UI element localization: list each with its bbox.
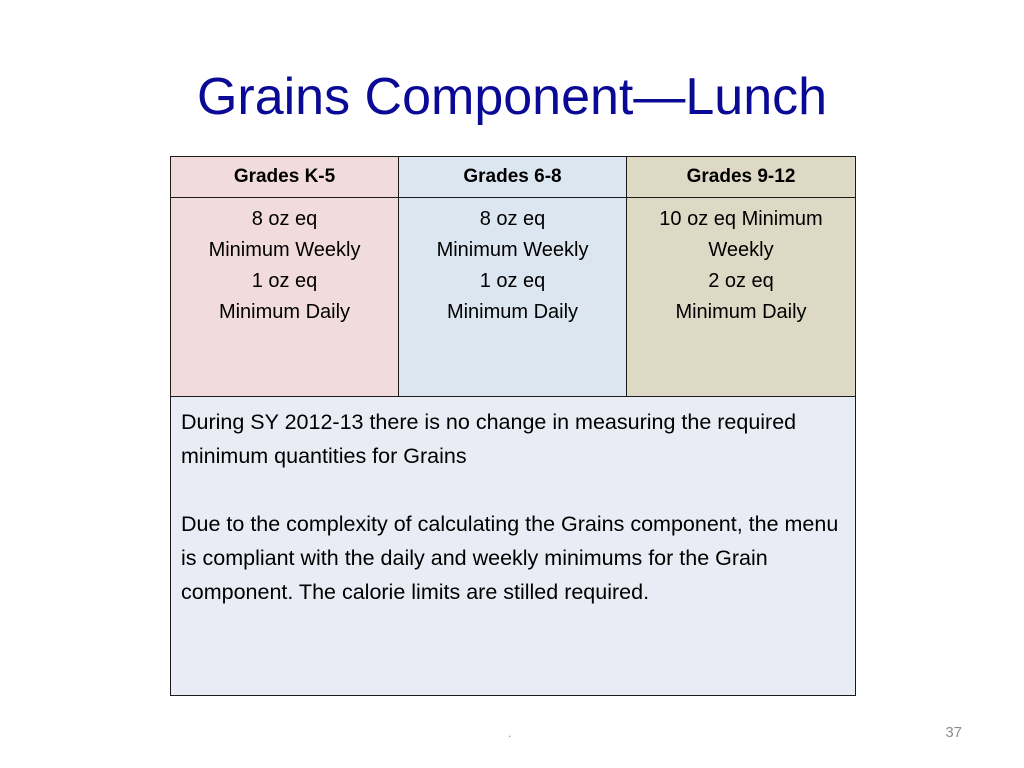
requirements-row — [171, 198, 856, 397]
requirement-cell-k5 — [171, 198, 399, 397]
requirement-line: Minimum Weekly — [436, 239, 589, 261]
requirement-line: 2 oz eq — [708, 270, 774, 292]
footer-mark: . — [508, 726, 512, 740]
notes-row — [171, 397, 856, 696]
notes-cell — [171, 397, 856, 696]
note-paragraph-sy-2012-13: During SY 2012-13 there is no change in measuring the required minimum quantities for Grains — [181, 410, 797, 468]
slide-title: Grains Component—Lunch — [196, 68, 828, 126]
requirement-line: Minimum Daily — [446, 301, 579, 323]
grains-table — [170, 156, 856, 696]
header-grades-k5: Grades K-5 — [171, 157, 399, 198]
note-paragraph-compliance: Due to the complexity of calculating the Grains component, the menu is compliant with the daily and weekly minimums for the Grain component. The calorie limits are stilled required. — [181, 512, 839, 604]
requirement-line: 1 oz eq — [479, 270, 546, 292]
page-number: 37 — [945, 724, 962, 741]
header-grades-9-12: Grades 9-12 — [627, 157, 856, 198]
requirement-line: Minimum Weekly — [208, 239, 361, 261]
header-grades-6-8: Grades 6-8 — [399, 157, 627, 198]
requirement-line: Minimum Daily — [675, 301, 807, 323]
requirement-line: 8 oz eq — [479, 208, 546, 230]
requirement-line: Weekly — [708, 239, 774, 261]
requirement-line: 8 oz eq — [251, 208, 318, 230]
requirement-line: 10 oz eq Minimum — [659, 208, 823, 230]
requirement-cell-6-8 — [399, 198, 627, 397]
requirement-cell-9-12 — [627, 198, 856, 397]
requirement-line: Minimum Daily — [218, 301, 351, 323]
requirement-line: 1 oz eq — [251, 270, 318, 292]
header-row — [171, 157, 856, 198]
